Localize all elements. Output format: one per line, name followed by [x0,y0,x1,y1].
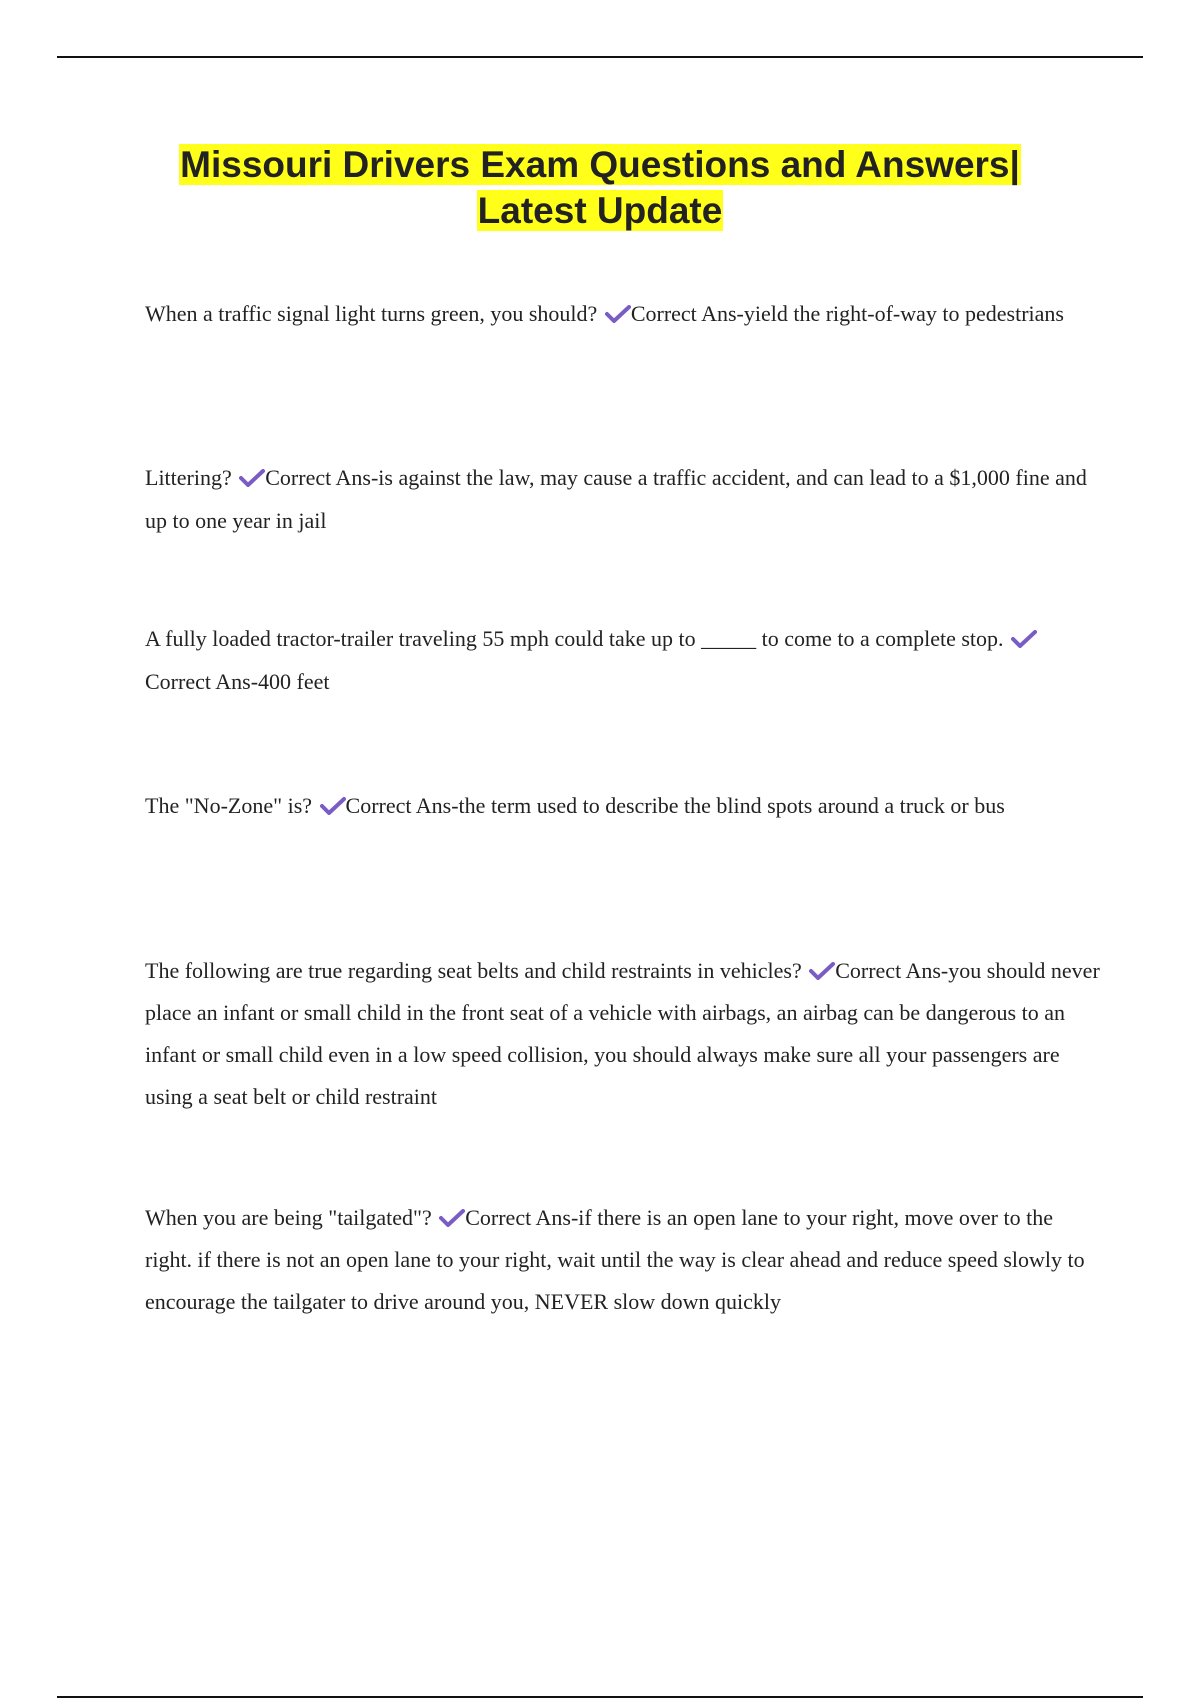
answer-text: Correct Ans-yield the right-of-way to pedestrians [630,301,1064,326]
top-rule [57,56,1143,58]
checkmark-icon [320,797,346,815]
question-text: When you are being "tailgated"? [145,1205,432,1230]
checkmark-icon [239,469,265,487]
qa-item-3 [145,617,1100,703]
question-text: The following are true regarding seat belts and child restraints in vehicles? [145,958,802,983]
answer-text: Correct Ans-the term used to describe the blind spots around a truck or bus [345,793,1005,818]
checkmark-icon [809,962,835,980]
title-line-2: Latest Update [477,190,723,231]
qa-item-6 [145,1197,1100,1323]
bottom-rule [57,1696,1143,1698]
question-text: The "No-Zone" is? [145,793,313,818]
question-text: A fully loaded tractor-trailer traveling 55 mph could take up to _____ to come to a complete stop. [145,626,1004,651]
qa-item-1 [145,292,1100,335]
qa-item-5 [145,950,1100,1118]
answer-text: Correct Ans-400 feet [145,669,330,694]
question-text: When a traffic signal light turns green, you should? [145,301,598,326]
qa-item-2 [145,456,1100,542]
answer-text: Correct Ans-if there is an open lane to your right, move over to the right. if there is not an open lane to your right, wait until the way is clear ahead and reduce speed slowly to encourage the tailgater to drive around you, NEVER slow down quickly [145,1205,1085,1314]
checkmark-icon [1011,630,1037,648]
answer-text: Correct Ans-is against the law, may cause a traffic accident, and can lead to a $1,000 fine and up to one year in jail [145,465,1087,533]
question-text: Littering? [145,465,232,490]
page-title [100,142,1100,234]
qa-item-4 [145,784,1100,827]
answer-text: Correct Ans-you should never place an infant or small child in the front seat of a vehicle with airbags, an airbag can be dangerous to an infant or small child even in a low speed collision, you should always make sure all your passengers are using a seat belt or child restraint [145,958,1100,1109]
checkmark-icon [439,1209,465,1227]
checkmark-icon [605,305,631,323]
title-line-1: Missouri Drivers Exam Questions and Answers| [180,144,1020,185]
